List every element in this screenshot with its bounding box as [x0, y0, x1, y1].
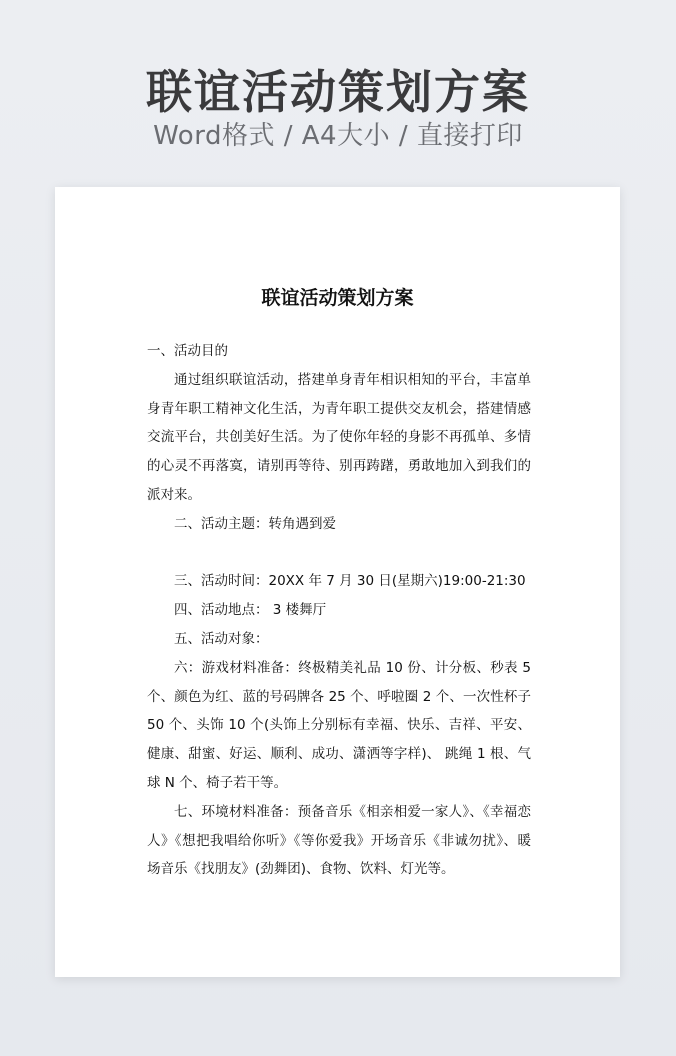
section-audience: 五、活动对象：	[174, 630, 269, 647]
paragraph-purpose: 通过组织联谊活动，搭建单身青年相识相知的平台，丰富单身青年职工精神文化生活，为青年职工提供交友机会，搭建情感交流平台，共创美好生活。为了使你年轻的身影不再孤单、多情的心灵不再落寞，请别再等待、别再踌躇，勇敢地加入到我们的派对来。	[147, 371, 531, 503]
section-theme: 二、活动主题：转角遇到爱	[174, 515, 336, 532]
document-body	[147, 337, 531, 884]
section-heading-purpose: 一、活动目的	[147, 343, 228, 359]
section-environment-materials: 七、环境材料准备：预备音乐《相亲相爱一家人》、《幸福恋人》《想把我唱给你听》《等你爱我》开场音乐《非诚勿扰》、暖场音乐《找朋友》(劲舞团)、食物、饮料、灯光等。	[147, 803, 531, 878]
banner-title: 联谊活动策划方案	[146, 65, 530, 119]
section-game-materials: 六：游戏材料准备：终极精美礼品 10 份、计分板、秒表 5 个、颜色为红、蓝的号码牌各 25 个、呼啦圈 2 个、一次性杯子 50 个、头饰 10 个(头饰上分别标有幸福、快乐、吉祥、平安、健康、甜蜜、好运、顺利、成功、潇洒等字样)、 跳绳 1 根、气球 N 个、椅子若干等。	[147, 659, 531, 791]
document-title: 联谊活动策划方案	[261, 287, 414, 309]
blank-line	[147, 539, 531, 568]
banner-subtitle: Word格式 / A4大小 / 直接打印	[153, 121, 523, 151]
section-time: 三、活动时间：20XX 年 7 月 30 日(星期六)19:00-21:30	[174, 573, 526, 590]
document-page	[55, 187, 620, 977]
section-location: 四、活动地点： 3 楼舞厅	[174, 602, 327, 619]
